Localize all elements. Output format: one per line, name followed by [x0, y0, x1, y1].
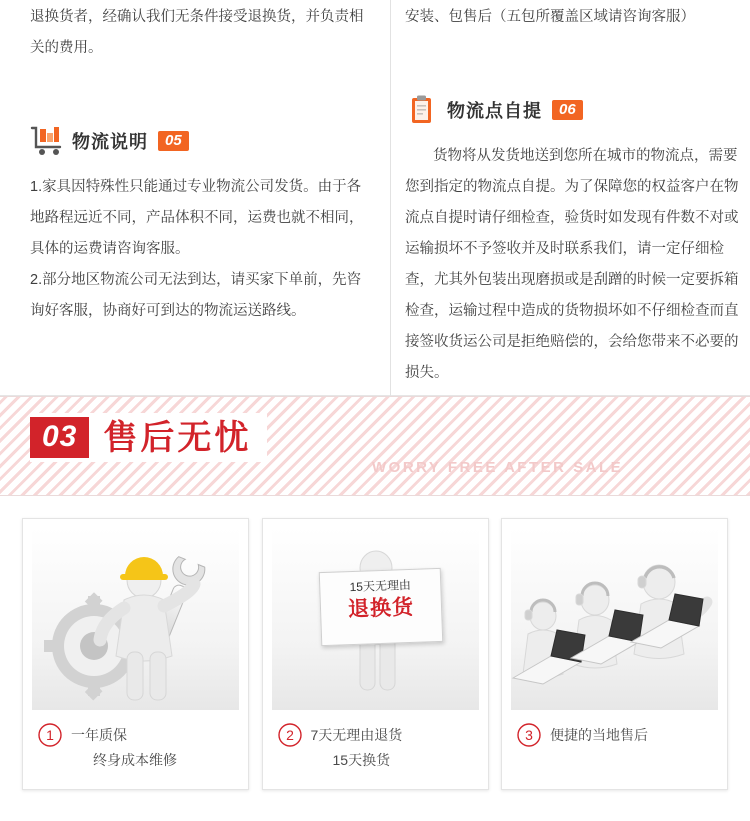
left-column	[20, 0, 375, 327]
logistics-body	[30, 172, 365, 327]
badge-number-3	[516, 722, 542, 748]
right-intro-text: 安装、包售后（五包所覆盖区域请咨询客服）	[405, 9, 695, 25]
banner-title: 售后无忧	[103, 418, 252, 457]
card-local-service[interactable]	[501, 518, 728, 790]
right-column	[395, 0, 750, 389]
pickup-body	[405, 141, 740, 389]
logistics-paragraph-2: 2.部分地区物流公司无法到达，请买家下单前，先咨询好客服，协商好可到达的物流运送路线。	[30, 272, 362, 319]
card-warranty[interactable]	[22, 518, 249, 790]
card-caption	[502, 710, 727, 748]
badge-number-2	[277, 722, 303, 748]
return-sign	[318, 568, 443, 646]
pickup-paragraph-1: 货物将从发货地送到您所在城市的物流点，需要您到指定的物流点自提。为了保障您的权益客户在物流点自提时请仔细检查，验货时如发现有件数不对或运输损坏不予签收并及时联系我们，请一定仔细检查，尤其外包装出现磨损或是刮蹭的时候一定要拆箱检查，运输过程中造成的货物损坏如不仔细检查而直接签收货运公司是拒绝赔偿的，会给您带来不必要的损失。	[405, 148, 739, 381]
customer-service-agents-illustration	[511, 528, 718, 710]
clipboard-icon	[405, 94, 439, 126]
section-number-badge: 05	[158, 131, 189, 151]
delivery-cart-icon	[30, 125, 64, 157]
banner-number: 03	[30, 417, 89, 458]
card2-line1: 7天无理由退货	[310, 727, 403, 743]
person-holding-return-sign-illustration	[272, 528, 479, 710]
section-header-logistics	[30, 124, 365, 158]
svg-text:3: 3	[525, 727, 533, 743]
after-sale-banner	[0, 396, 750, 496]
section-title: 物流说明	[72, 132, 148, 152]
banner-inner	[30, 413, 267, 462]
left-intro-text: 退换货者，经确认我们无条件接受退换货，并负责相关的费用。	[30, 9, 364, 56]
svg-text:1: 1	[46, 727, 54, 743]
section-header-pickup	[405, 93, 740, 127]
badge-number-1	[37, 722, 63, 748]
return-sign-line2: 退换货	[347, 595, 414, 622]
worker-with-wrench-and-gear-illustration	[32, 528, 239, 710]
return-sign-line1: 15天无理由	[348, 577, 411, 595]
card-return-policy[interactable]	[262, 518, 489, 790]
card-caption	[23, 710, 248, 773]
card3-line1: 便捷的当地售后	[550, 727, 648, 743]
section-number-badge: 06	[552, 100, 583, 120]
card1-line1: 一年质保	[71, 727, 127, 743]
card1-line2: 终身成本维修	[93, 752, 177, 768]
card-caption	[263, 710, 488, 773]
after-sale-cards	[0, 496, 750, 816]
column-divider	[390, 0, 391, 396]
banner-subtitle: WORRY FREE AFTER SALE	[372, 459, 624, 476]
logistics-info-area	[0, 0, 750, 396]
svg-text:2: 2	[285, 727, 294, 743]
logistics-paragraph-1: 1.家具因特殊性只能通过专业物流公司发货。由于各地路程远近不同，产品体积不同，运费也就不相同，具体的运费请咨询客服。	[30, 179, 364, 257]
section-title: 物流点自提	[447, 101, 542, 121]
card2-line2: 15天换货	[332, 752, 391, 768]
